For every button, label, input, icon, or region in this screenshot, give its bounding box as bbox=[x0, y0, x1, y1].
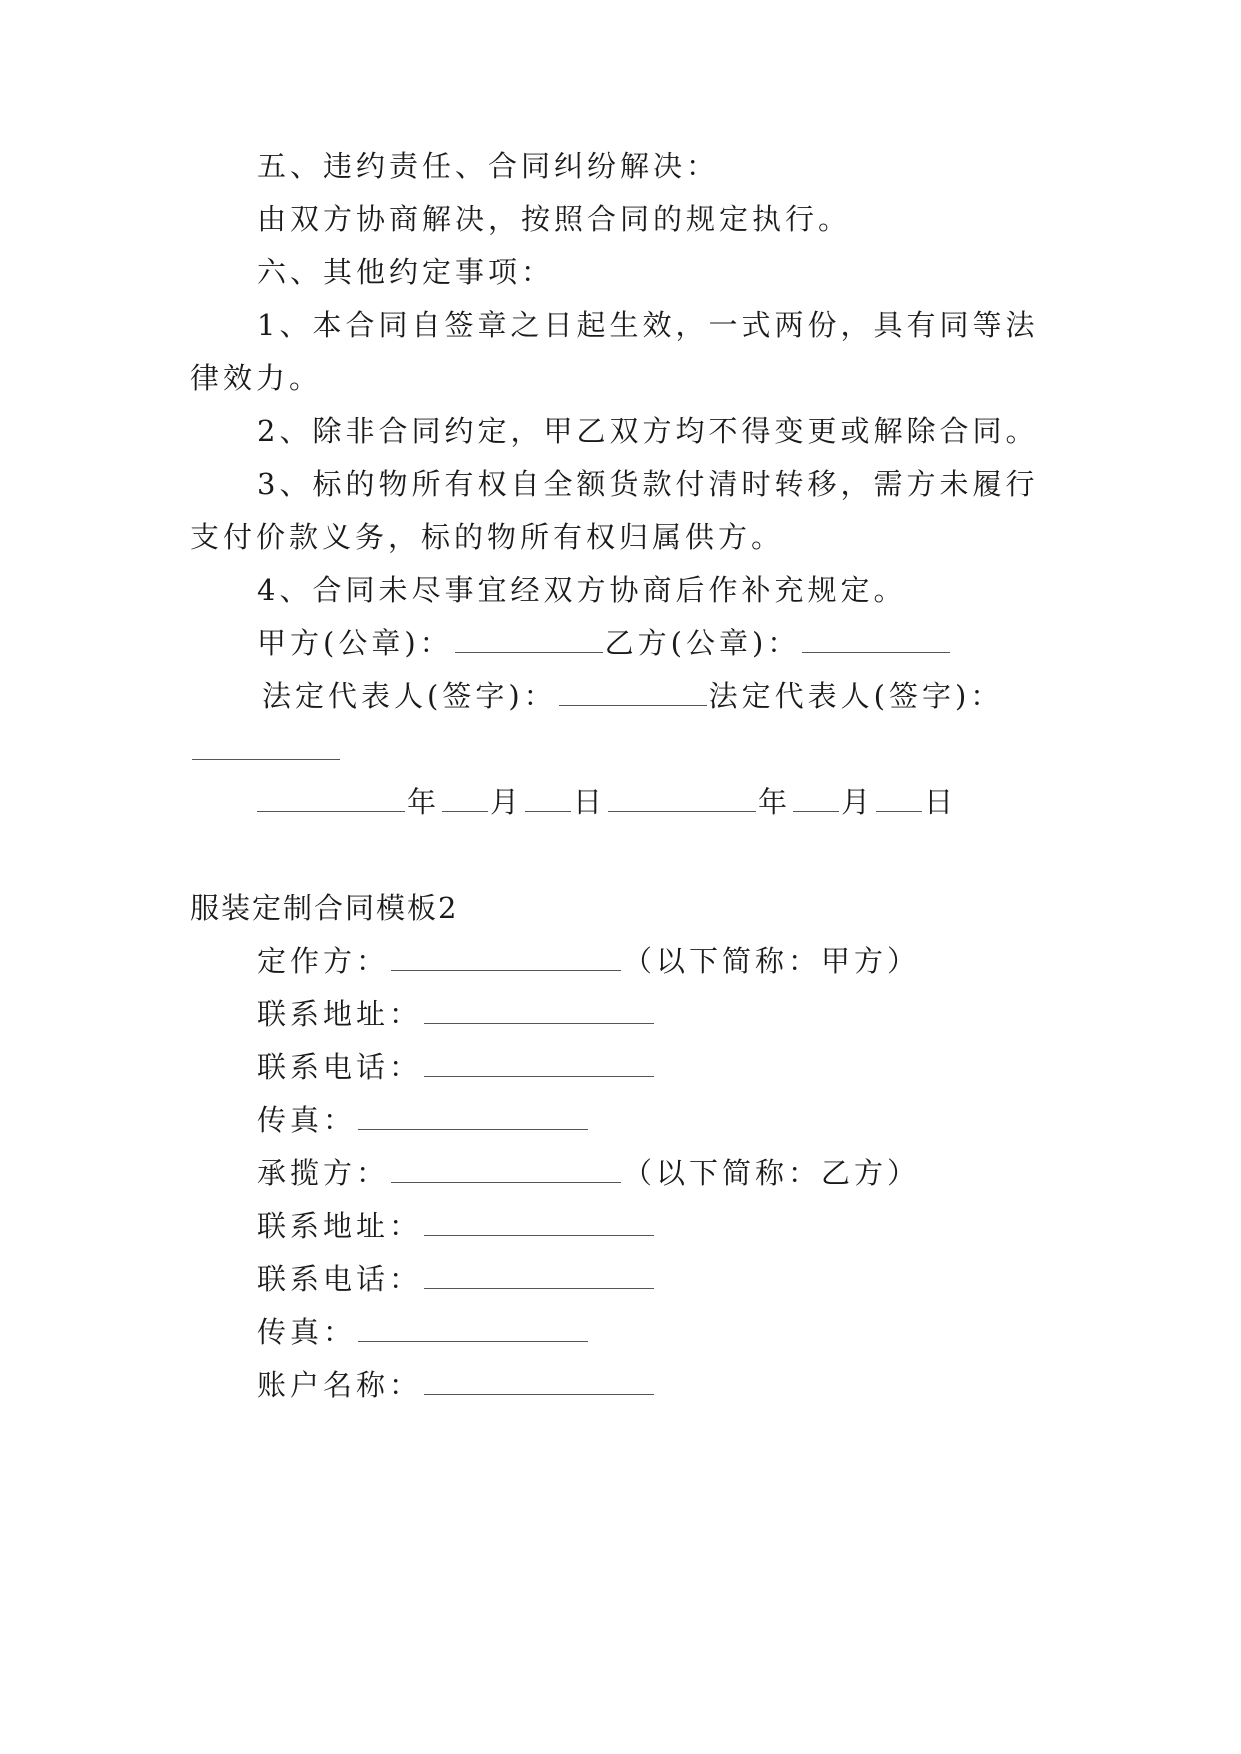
date-b-day-blank bbox=[876, 789, 922, 812]
contractor-line bbox=[257, 1153, 920, 1193]
contractor-address-blank bbox=[424, 1213, 654, 1236]
account-name-label: 账户名称： bbox=[257, 1368, 423, 1402]
section-6-item-3: 3、标的物所有权自全额货款付清时转移，需方未履行 bbox=[257, 467, 1039, 501]
account-name-line bbox=[257, 1365, 656, 1405]
orderer-fax-line bbox=[257, 1100, 590, 1140]
party-a-seal-blank bbox=[455, 630, 603, 653]
date-b-year-blank bbox=[608, 789, 756, 812]
account-name-blank bbox=[424, 1372, 654, 1395]
orderer-address-line bbox=[257, 994, 656, 1034]
contractor-phone-label: 联系电话： bbox=[257, 1262, 423, 1296]
section-6-item-1-continued: 律效力。 bbox=[190, 361, 323, 395]
orderer-phone-line bbox=[257, 1047, 656, 1087]
date-a-month-blank bbox=[442, 789, 488, 812]
seal-line bbox=[257, 623, 952, 663]
representative-line bbox=[262, 676, 1003, 716]
date-b-month: 月 bbox=[841, 785, 875, 819]
rep-b-blank bbox=[192, 737, 340, 760]
orderer-fax-label: 传真： bbox=[257, 1103, 357, 1137]
rep-b-label: 法定代表人(签字)： bbox=[708, 679, 1004, 713]
contractor-phone-line bbox=[257, 1259, 656, 1299]
section-6-item-1: 1、本合同自签章之日起生效，一式两份，具有同等法 bbox=[257, 308, 1039, 342]
orderer-phone-blank bbox=[424, 1054, 654, 1077]
orderer-address-blank bbox=[424, 1001, 654, 1024]
date-b-month-blank bbox=[793, 789, 839, 812]
orderer-blank bbox=[391, 948, 621, 971]
date-b-day: 日 bbox=[924, 785, 958, 819]
section-6-item-4: 4、合同未尽事宜经双方协商后作补充规定。 bbox=[257, 573, 907, 607]
contractor-address-line bbox=[257, 1206, 656, 1246]
orderer-phone-label: 联系电话： bbox=[257, 1050, 423, 1084]
contractor-fax-label: 传真： bbox=[257, 1315, 357, 1349]
date-a-year: 年 bbox=[407, 785, 441, 819]
orderer-address-label: 联系地址： bbox=[257, 997, 423, 1031]
date-a-month: 月 bbox=[490, 785, 524, 819]
contractor-phone-blank bbox=[424, 1266, 654, 1289]
rep-a-label: 法定代表人(签字)： bbox=[262, 679, 557, 713]
orderer-line bbox=[257, 941, 920, 981]
contractor-address-label: 联系地址： bbox=[257, 1209, 423, 1243]
date-a-day: 日 bbox=[573, 785, 607, 819]
section-6-item-3-continued: 支付价款义务，标的物所有权归属供方。 bbox=[190, 520, 785, 554]
rep-b-blank-line bbox=[190, 730, 342, 770]
orderer-label: 定作方： bbox=[257, 944, 390, 978]
section-5-text: 由双方协商解决，按照合同的规定执行。 bbox=[257, 202, 852, 236]
section-6-heading: 六、其他约定事项： bbox=[257, 255, 555, 289]
party-b-seal-label: 乙方(公章)： bbox=[604, 626, 801, 660]
contractor-fax-line bbox=[257, 1312, 590, 1352]
contractor-fax-blank bbox=[358, 1319, 588, 1342]
date-a-day-blank bbox=[525, 789, 571, 812]
orderer-note: （以下简称：甲方） bbox=[623, 944, 921, 978]
contractor-note: （以下简称：乙方） bbox=[623, 1156, 921, 1190]
date-b-year: 年 bbox=[758, 785, 792, 819]
section-5-heading: 五、违约责任、合同纠纷解决： bbox=[257, 149, 720, 183]
date-a-year-blank bbox=[257, 789, 405, 812]
section-6-item-2: 2、除非合同约定，甲乙双方均不得变更或解除合同。 bbox=[257, 414, 1039, 448]
contractor-blank bbox=[391, 1160, 621, 1183]
party-a-seal-label: 甲方(公章)： bbox=[257, 626, 453, 660]
contractor-label: 承揽方： bbox=[257, 1156, 390, 1190]
template-2-title: 服装定制合同模板2 bbox=[190, 891, 459, 925]
orderer-fax-blank bbox=[358, 1107, 588, 1130]
party-b-seal-blank bbox=[802, 630, 950, 653]
date-line bbox=[255, 782, 957, 822]
rep-a-blank bbox=[559, 683, 707, 706]
